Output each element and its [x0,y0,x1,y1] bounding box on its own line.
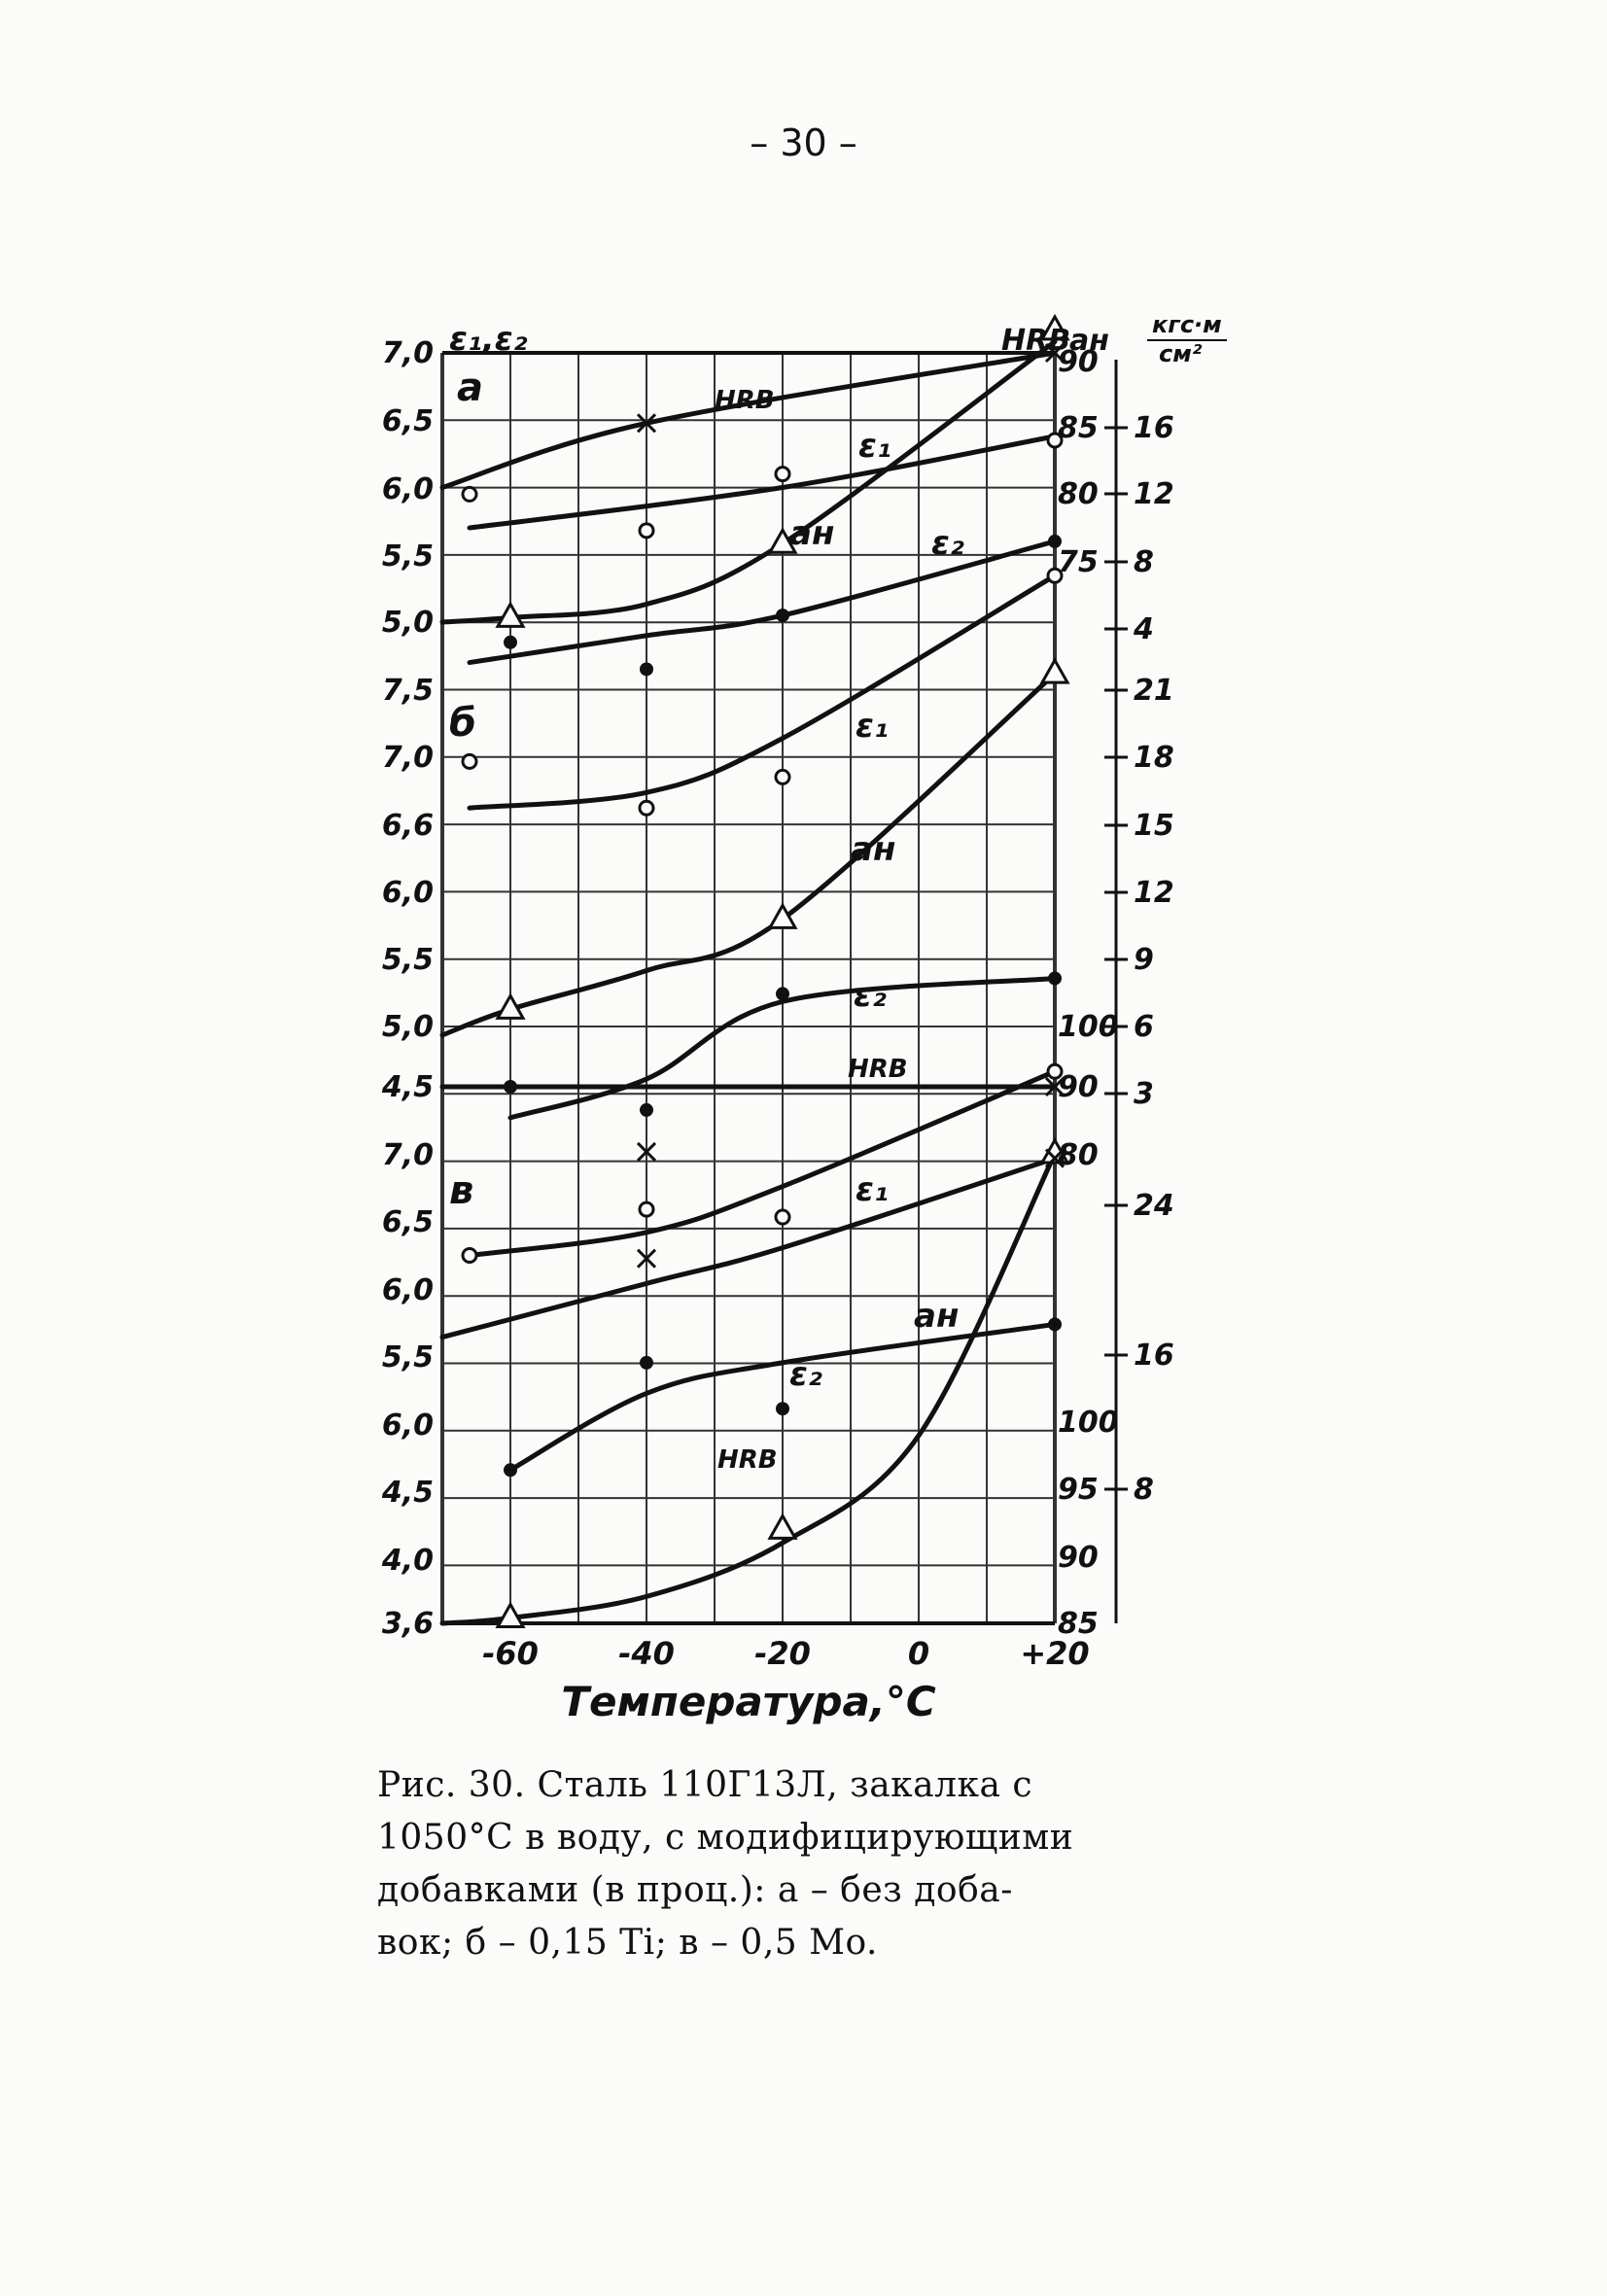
marker-dot [504,1463,517,1477]
marker-circle [776,1210,789,1224]
left-axis-title: ε₁,ε₂ [449,320,528,359]
left-tick-label: 3,6 [381,1607,434,1641]
left-tick-label: 6,0 [381,876,434,910]
panel-label: а [457,365,483,410]
an-tick-label: 4 [1134,612,1154,646]
left-tick-label: 5,5 [381,943,434,977]
caption-line-2: 1050°C в воду, с модифицирующими [377,1818,1074,1858]
caption-line-3: добавками (в проц.): а – без доба- [377,1870,1013,1910]
an-tick-label: 6 [1134,1010,1154,1044]
an-tick-label: 9 [1134,943,1154,977]
an-tick-label: 3 [1134,1077,1154,1111]
marker-dot [1048,971,1062,985]
curve-label: aн [914,1297,960,1336]
marker-dot [640,1356,653,1370]
left-tick-label: 7,0 [381,1138,434,1172]
marker-dot [776,987,789,1000]
marker-dot [776,609,789,622]
left-tick-label: 6,0 [381,1409,434,1443]
curve-b-0 [470,575,1055,808]
marker-circle [640,524,653,538]
hrb-tick-label: 85 [1058,1607,1099,1641]
right-axis-title-hrb: HRB [1001,324,1071,358]
hrb-tick-label: 100 [1058,1010,1119,1044]
an-tick-label: 24 [1134,1189,1174,1223]
marker-dot [504,1080,517,1094]
curve-label: HRB [715,386,775,415]
left-tick-label: 4,5 [381,1476,434,1510]
marker-circle [640,801,653,815]
left-tick-label: 6,6 [381,809,434,843]
hrb-tick-label: 85 [1058,411,1099,445]
marker-dot [504,636,517,649]
curve-label: aн [789,514,835,553]
marker-dot [1048,1317,1062,1331]
left-tick-label: 5,5 [381,1340,434,1374]
curve-label: ε₂ [931,524,964,563]
x-axis-label: Температура,°C [561,1678,936,1725]
right-axis-unit-top: кгс·м [1152,311,1222,338]
marker-dot [776,1402,789,1415]
an-tick-label: 12 [1134,477,1174,511]
left-tick-label: 6,0 [381,472,434,506]
an-tick-label: 8 [1134,1473,1154,1507]
hrb-tick-label: 90 [1058,1070,1099,1104]
left-tick-label: 5,0 [381,606,434,640]
left-tick-label: 4,0 [381,1544,434,1578]
an-tick-label: 8 [1134,545,1154,579]
x-tick-label: -20 [754,1635,811,1672]
left-tick-label: 5,5 [381,539,434,574]
curve-a-1 [470,436,1055,528]
marker-circle [776,468,789,481]
curve-label: HRB [848,1055,908,1084]
curve-c-1 [442,1154,1055,1623]
left-tick-label: 7,5 [381,674,434,708]
left-tick-label: 6,5 [381,1205,434,1239]
curve-a-3 [470,541,1055,663]
marker-circle [463,1248,476,1262]
curve-label: aн [851,830,896,869]
caption-line-4: вок; б – 0,15 Ti; в – 0,5 Mo. [377,1923,878,1963]
marker-dot [640,662,653,676]
hrb-tick-label: 80 [1058,1138,1099,1172]
x-tick-label: -40 [618,1635,675,1672]
curve-label: ε₁ [856,707,889,746]
hrb-tick-label: 90 [1058,1541,1099,1575]
left-tick-label: 5,0 [381,1010,434,1044]
curve-label: ε₂ [789,1355,822,1394]
marker-circle [640,1202,653,1216]
an-tick-label: 16 [1134,411,1174,445]
x-tick-label: 0 [907,1635,930,1672]
panel-label: в [449,1168,474,1213]
marker-dot [640,1103,653,1117]
page-number: – 30 – [750,122,857,164]
curve-label: ε₂ [854,976,887,1015]
left-tick-label: 7,0 [381,741,434,775]
marker-circle [463,754,476,768]
x-tick-label: +20 [1020,1635,1090,1672]
left-tick-label: 7,0 [381,336,434,370]
right-axis-title-an: aн [1069,324,1109,358]
x-tick-label: -60 [482,1635,539,1672]
an-tick-label: 21 [1134,674,1174,708]
figure-caption [377,1759,1184,1969]
hrb-tick-label: 80 [1058,477,1099,511]
caption-line-1: Рис. 30. Сталь 110Г13Л, закалка с [377,1765,1033,1805]
curve-a-2 [442,341,1055,622]
left-tick-label: 6,0 [381,1273,434,1307]
curve-label: ε₁ [858,427,891,466]
left-tick-label: 6,5 [381,404,434,438]
marker-circle [776,770,789,783]
an-tick-label: 16 [1134,1339,1174,1373]
an-tick-label: 18 [1134,741,1174,775]
curve-label: HRB [717,1445,778,1475]
panel-label: б [449,701,476,746]
curve-label: ε₁ [856,1170,889,1209]
hrb-tick-label: 95 [1058,1473,1099,1507]
marker-triangle [770,905,795,927]
right-axis-unit-bottom: см² [1159,340,1203,367]
an-tick-label: 15 [1134,809,1174,843]
hrb-tick-label: 75 [1058,545,1099,579]
left-tick-label: 4,5 [381,1070,434,1104]
marker-circle [463,487,476,501]
marker-triangle [1042,660,1067,682]
marker-triangle [770,1515,795,1538]
an-tick-label: 12 [1134,876,1174,910]
hrb-tick-label: 100 [1058,1406,1119,1440]
hrb-tick-label: 90 [1058,345,1099,379]
